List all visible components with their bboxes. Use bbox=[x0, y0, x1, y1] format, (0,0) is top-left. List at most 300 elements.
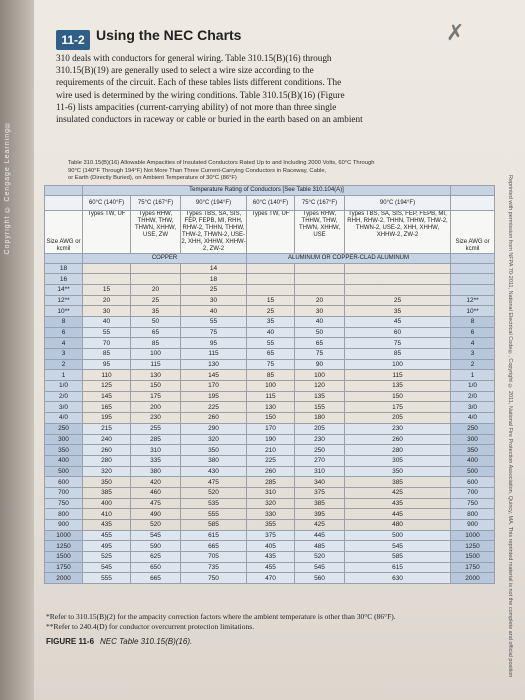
ampacity-cell: 305 bbox=[345, 455, 451, 466]
ampacity-cell: 320 bbox=[247, 498, 295, 509]
ampacity-cell: 40 bbox=[295, 316, 345, 327]
size-cell-right: 4/0 bbox=[451, 413, 495, 424]
ampacity-cell: 30 bbox=[181, 295, 247, 306]
ampacity-cell: 555 bbox=[181, 509, 247, 520]
ampacity-cell: 215 bbox=[83, 423, 131, 434]
table-row bbox=[45, 359, 495, 370]
size-cell-right: 750 bbox=[451, 498, 495, 509]
aluminum-label: ALUMINUM OR COPPER-CLAD ALUMINUM bbox=[247, 253, 451, 263]
size-cell-right: 6 bbox=[451, 327, 495, 338]
footnote: *Refer to 310.15(B)(2) for the ampacity correction factors where the ambient temperature is other than 30°C (86°F). bbox=[46, 612, 396, 621]
ampacity-cell: 545 bbox=[345, 541, 451, 552]
ampacity-cell: 385 bbox=[83, 487, 131, 498]
ampacity-cell: 95 bbox=[83, 359, 131, 370]
ampacity-cell: 100 bbox=[131, 349, 181, 360]
ampacity-cell: 225 bbox=[181, 402, 247, 413]
ampacity-cell: 100 bbox=[247, 381, 295, 392]
ampacity-cell: 520 bbox=[295, 552, 345, 563]
ampacity-cell bbox=[345, 284, 451, 295]
ampacity-cell: 155 bbox=[295, 402, 345, 413]
ampacity-cell: 250 bbox=[295, 445, 345, 456]
banner-blank-right bbox=[451, 185, 495, 195]
ampacity-cell: 260 bbox=[247, 466, 295, 477]
table-row bbox=[45, 402, 495, 413]
table-row bbox=[45, 498, 495, 509]
intro-line: 11-6) lists ampacities (current-carrying ability) of not more than three single bbox=[56, 101, 337, 112]
size-cell-left: 3 bbox=[45, 349, 83, 360]
ampacity-cell: 55 bbox=[247, 338, 295, 349]
ampacity-cell: 650 bbox=[131, 562, 181, 573]
ampacity-cell: 380 bbox=[131, 466, 181, 477]
size-cell-left: 1750 bbox=[45, 562, 83, 573]
table-row bbox=[45, 413, 495, 424]
table-row bbox=[45, 391, 495, 402]
size-cell-right: 500 bbox=[451, 466, 495, 477]
ampacity-cell: 180 bbox=[295, 413, 345, 424]
ampacity-cell: 20 bbox=[295, 295, 345, 306]
ampacity-cell: 335 bbox=[131, 455, 181, 466]
size-cell-left: 18 bbox=[45, 263, 83, 274]
ampacity-cell bbox=[295, 274, 345, 285]
ampacity-cell: 135 bbox=[345, 381, 451, 392]
ampacity-cell: 330 bbox=[247, 509, 295, 520]
size-cell-right: 12** bbox=[451, 295, 495, 306]
size-cell-right bbox=[451, 274, 495, 285]
copper-label: COPPER bbox=[83, 253, 247, 263]
side-copyright-label: Copyright © Cengage Learning® bbox=[4, 120, 11, 255]
ampacity-cell: 195 bbox=[181, 391, 247, 402]
ampacity-cell: 85 bbox=[131, 338, 181, 349]
ampacity-cell: 425 bbox=[295, 520, 345, 531]
ampacity-cell bbox=[83, 263, 131, 274]
size-cell-right: 700 bbox=[451, 487, 495, 498]
ampacity-cell bbox=[345, 263, 451, 274]
ampacity-cell: 555 bbox=[83, 573, 131, 584]
size-cell-left: 14** bbox=[45, 284, 83, 295]
footnote: **Refer to 240.4(D) for conductor overcurrent protection limitations. bbox=[46, 622, 255, 631]
temp-header: 75°C (167°F) bbox=[295, 195, 345, 210]
ampacity-cell: 615 bbox=[345, 562, 451, 573]
ampacity-cell: 195 bbox=[83, 413, 131, 424]
size-cell-left: 750 bbox=[45, 498, 83, 509]
size-cell-left: 1 bbox=[45, 370, 83, 381]
intro-line: 310.15(B)(19) are generally used to select a wire size according to the bbox=[56, 65, 314, 76]
ampacity-cell: 320 bbox=[181, 434, 247, 445]
table-row bbox=[45, 284, 495, 295]
table-row bbox=[45, 423, 495, 434]
size-cell-right: 8 bbox=[451, 316, 495, 327]
ampacity-cell: 475 bbox=[131, 498, 181, 509]
ampacity-cell: 470 bbox=[247, 573, 295, 584]
size-cell-left: 16 bbox=[45, 274, 83, 285]
size-cell-right: 10** bbox=[451, 306, 495, 317]
ampacity-cell: 280 bbox=[345, 445, 451, 456]
ampacity-cell: 290 bbox=[181, 423, 247, 434]
section-heading: Using the NEC Charts bbox=[96, 27, 242, 43]
ampacity-cell: 280 bbox=[83, 455, 131, 466]
size-cell-right: 3 bbox=[451, 349, 495, 360]
ampacity-cell: 150 bbox=[131, 381, 181, 392]
size-cell-left: 300 bbox=[45, 434, 83, 445]
ampacity-cell bbox=[131, 263, 181, 274]
ampacity-cell: 705 bbox=[181, 552, 247, 563]
ampacity-cell: 135 bbox=[295, 391, 345, 402]
size-cell-right: 1250 bbox=[451, 541, 495, 552]
conductor-types: Types RHW, THHW, THW, THWN, XHHW, USE, ZW bbox=[131, 210, 181, 253]
size-label-right: Size AWG or kcmil bbox=[451, 210, 495, 253]
figure-label: FIGURE 11-6 bbox=[46, 637, 95, 646]
ampacity-cell: 260 bbox=[345, 434, 451, 445]
section-number-tab: 11-2 bbox=[56, 30, 90, 50]
book-spine bbox=[0, 0, 34, 700]
ampacity-cell: 270 bbox=[295, 455, 345, 466]
table-row bbox=[45, 455, 495, 466]
ampacity-cell: 585 bbox=[181, 520, 247, 531]
ampacity-cell: 115 bbox=[131, 359, 181, 370]
table-row bbox=[45, 466, 495, 477]
size-cell-left: 500 bbox=[45, 466, 83, 477]
ampacity-cell: 385 bbox=[295, 498, 345, 509]
ampacity-cell: 480 bbox=[345, 520, 451, 531]
ampacity-cell: 25 bbox=[247, 306, 295, 317]
ampacity-table bbox=[44, 185, 495, 585]
ampacity-cell: 90 bbox=[295, 359, 345, 370]
ampacity-cell: 665 bbox=[181, 541, 247, 552]
conductor-types: Types RHW, THHW, THW, THWN, XHHW, USE bbox=[295, 210, 345, 253]
ampacity-cell: 55 bbox=[83, 327, 131, 338]
ampacity-cell: 85 bbox=[345, 349, 451, 360]
ampacity-cell: 350 bbox=[181, 445, 247, 456]
size-cell-left: 250 bbox=[45, 423, 83, 434]
ampacity-cell: 40 bbox=[247, 327, 295, 338]
table-row bbox=[45, 316, 495, 327]
ampacity-cell: 240 bbox=[83, 434, 131, 445]
size-cell-left: 3/0 bbox=[45, 402, 83, 413]
ampacity-cell: 535 bbox=[181, 498, 247, 509]
ampacity-cell: 445 bbox=[295, 530, 345, 541]
ampacity-cell: 735 bbox=[181, 562, 247, 573]
ampacity-cell: 355 bbox=[247, 520, 295, 531]
ampacity-cell: 485 bbox=[295, 541, 345, 552]
conductor-types: Types TBS, SA, SIS, FEP, FEPB, MI, RHH, RHW-2, THHN, THHW, THW-2, THWN-2, USE-2, XHH, XHHW, XHHW-2, ZW-2 bbox=[345, 210, 451, 253]
size-cell-left: 1/0 bbox=[45, 381, 83, 392]
ampacity-cell: 100 bbox=[295, 370, 345, 381]
table-row bbox=[45, 487, 495, 498]
ampacity-cell: 75 bbox=[247, 359, 295, 370]
ampacity-cell: 18 bbox=[181, 274, 247, 285]
ampacity-cell: 15 bbox=[83, 284, 131, 295]
ampacity-cell: 455 bbox=[247, 562, 295, 573]
ampacity-cell: 130 bbox=[247, 402, 295, 413]
ampacity-cell: 205 bbox=[345, 413, 451, 424]
temp-blank-right bbox=[451, 195, 495, 210]
ampacity-cell: 395 bbox=[295, 509, 345, 520]
ampacity-cell: 55 bbox=[181, 316, 247, 327]
table-row bbox=[45, 327, 495, 338]
table-row bbox=[45, 274, 495, 285]
temp-header: 60°C (140°F) bbox=[247, 195, 295, 210]
intro-line: requirements of the circuit. Each of these tables lists different conditions. The bbox=[56, 77, 342, 88]
ampacity-cell: 425 bbox=[345, 487, 451, 498]
intro-line: insulated conductors in raceway or cable or buried in the earth based on an ambient bbox=[56, 114, 363, 125]
size-cell-left: 12** bbox=[45, 295, 83, 306]
ampacity-cell: 210 bbox=[247, 445, 295, 456]
ampacity-cell: 60 bbox=[345, 327, 451, 338]
ampacity-cell: 435 bbox=[345, 498, 451, 509]
ampacity-cell: 145 bbox=[181, 370, 247, 381]
ampacity-cell: 525 bbox=[83, 552, 131, 563]
ampacity-cell: 95 bbox=[181, 338, 247, 349]
ampacity-cell: 615 bbox=[181, 530, 247, 541]
table-row bbox=[45, 381, 495, 392]
table-row bbox=[45, 370, 495, 381]
temperature-banner: Temperature Rating of Conductors [See Table 310.104(A)] bbox=[83, 185, 451, 195]
ampacity-cell: 475 bbox=[181, 477, 247, 488]
size-cell-left: 700 bbox=[45, 487, 83, 498]
size-cell-right bbox=[451, 263, 495, 274]
ampacity-table-block bbox=[44, 160, 494, 584]
ampacity-cell: 230 bbox=[295, 434, 345, 445]
size-cell-right: 1 bbox=[451, 370, 495, 381]
table-caption bbox=[44, 160, 494, 183]
size-cell-right: 2 bbox=[451, 359, 495, 370]
table-row bbox=[45, 306, 495, 317]
ampacity-cell: 120 bbox=[295, 381, 345, 392]
ampacity-cell: 125 bbox=[83, 381, 131, 392]
ampacity-cell: 35 bbox=[345, 306, 451, 317]
ampacity-cell: 75 bbox=[295, 349, 345, 360]
ampacity-cell: 150 bbox=[247, 413, 295, 424]
ampacity-cell: 130 bbox=[131, 370, 181, 381]
size-cell-right: 2000 bbox=[451, 573, 495, 584]
ampacity-cell bbox=[247, 284, 295, 295]
ampacity-cell: 20 bbox=[131, 284, 181, 295]
figure-caption bbox=[46, 637, 192, 646]
ampacity-cell: 625 bbox=[131, 552, 181, 563]
table-row bbox=[45, 445, 495, 456]
ampacity-cell: 375 bbox=[247, 530, 295, 541]
size-cell-right: 4 bbox=[451, 338, 495, 349]
ampacity-cell: 285 bbox=[131, 434, 181, 445]
ampacity-cell: 340 bbox=[295, 477, 345, 488]
ampacity-cell: 175 bbox=[345, 402, 451, 413]
ampacity-cell: 520 bbox=[131, 520, 181, 531]
size-cell-left: 800 bbox=[45, 509, 83, 520]
ampacity-cell: 205 bbox=[295, 423, 345, 434]
ampacity-cell: 460 bbox=[131, 487, 181, 498]
ampacity-cell: 200 bbox=[131, 402, 181, 413]
ampacity-cell: 255 bbox=[131, 423, 181, 434]
ampacity-cell: 170 bbox=[181, 381, 247, 392]
ampacity-cell: 445 bbox=[345, 509, 451, 520]
ampacity-cell: 85 bbox=[83, 349, 131, 360]
ampacity-cell: 175 bbox=[131, 391, 181, 402]
table-row bbox=[45, 349, 495, 360]
size-cell-left: 2/0 bbox=[45, 391, 83, 402]
ampacity-cell bbox=[295, 284, 345, 295]
size-cell-right bbox=[451, 284, 495, 295]
table-row bbox=[45, 295, 495, 306]
table-row bbox=[45, 530, 495, 541]
table-row bbox=[45, 541, 495, 552]
ampacity-cell: 630 bbox=[345, 573, 451, 584]
ampacity-cell: 560 bbox=[295, 573, 345, 584]
ampacity-cell: 500 bbox=[345, 530, 451, 541]
pen-checkmark: ✗ bbox=[446, 20, 465, 45]
ampacity-cell: 545 bbox=[295, 562, 345, 573]
subhead-blank-left bbox=[45, 253, 83, 263]
ampacity-cell: 75 bbox=[345, 338, 451, 349]
ampacity-cell: 35 bbox=[131, 306, 181, 317]
ampacity-cell: 65 bbox=[295, 338, 345, 349]
ampacity-cell: 85 bbox=[247, 370, 295, 381]
size-cell-left: 350 bbox=[45, 445, 83, 456]
table-row bbox=[45, 263, 495, 274]
ampacity-cell: 750 bbox=[181, 573, 247, 584]
size-cell-left: 8 bbox=[45, 316, 83, 327]
size-cell-left: 600 bbox=[45, 477, 83, 488]
temp-header: 90°C (194°F) bbox=[345, 195, 451, 210]
ampacity-cell: 165 bbox=[83, 402, 131, 413]
size-cell-left: 4 bbox=[45, 338, 83, 349]
ampacity-cell: 585 bbox=[345, 552, 451, 563]
ampacity-cell: 150 bbox=[345, 391, 451, 402]
ampacity-cell: 285 bbox=[247, 477, 295, 488]
ampacity-cell: 350 bbox=[83, 477, 131, 488]
ampacity-cell: 25 bbox=[131, 295, 181, 306]
table-footnotes bbox=[46, 612, 396, 632]
size-cell-left: 1500 bbox=[45, 552, 83, 563]
ampacity-cell: 310 bbox=[247, 487, 295, 498]
ampacity-cell: 130 bbox=[181, 359, 247, 370]
ampacity-cell: 320 bbox=[83, 466, 131, 477]
size-cell-right: 2/0 bbox=[451, 391, 495, 402]
table-row bbox=[45, 434, 495, 445]
subhead-blank-right bbox=[451, 253, 495, 263]
ampacity-cell: 50 bbox=[131, 316, 181, 327]
size-label-left: Size AWG or kcmil bbox=[45, 210, 83, 253]
intro-paragraph bbox=[56, 52, 484, 125]
ampacity-cell: 665 bbox=[131, 573, 181, 584]
ampacity-cell: 380 bbox=[181, 455, 247, 466]
ampacity-cell: 70 bbox=[83, 338, 131, 349]
ampacity-cell: 15 bbox=[247, 295, 295, 306]
ampacity-cell: 110 bbox=[83, 370, 131, 381]
ampacity-cell: 14 bbox=[181, 263, 247, 274]
ampacity-cell: 75 bbox=[181, 327, 247, 338]
size-cell-right: 800 bbox=[451, 509, 495, 520]
size-cell-left: 10** bbox=[45, 306, 83, 317]
size-cell-right: 400 bbox=[451, 455, 495, 466]
temp-header: 60°C (140°F) bbox=[83, 195, 131, 210]
ampacity-cell bbox=[247, 274, 295, 285]
ampacity-cell: 375 bbox=[295, 487, 345, 498]
size-cell-left: 2 bbox=[45, 359, 83, 370]
ampacity-cell: 45 bbox=[345, 316, 451, 327]
table-row bbox=[45, 562, 495, 573]
size-cell-left: 400 bbox=[45, 455, 83, 466]
ampacity-cell: 385 bbox=[345, 477, 451, 488]
temp-blank-left bbox=[45, 195, 83, 210]
ampacity-cell: 100 bbox=[345, 359, 451, 370]
ampacity-cell: 435 bbox=[83, 520, 131, 531]
ampacity-cell: 430 bbox=[181, 466, 247, 477]
size-cell-left: 4/0 bbox=[45, 413, 83, 424]
size-cell-right: 1/0 bbox=[451, 381, 495, 392]
size-cell-right: 350 bbox=[451, 445, 495, 456]
ampacity-cell bbox=[345, 274, 451, 285]
ampacity-cell: 260 bbox=[83, 445, 131, 456]
size-cell-left: 2000 bbox=[45, 573, 83, 584]
ampacity-cell bbox=[83, 274, 131, 285]
ampacity-cell: 260 bbox=[181, 413, 247, 424]
ampacity-cell: 20 bbox=[83, 295, 131, 306]
size-cell-right: 300 bbox=[451, 434, 495, 445]
ampacity-cell: 30 bbox=[295, 306, 345, 317]
ampacity-cell: 50 bbox=[295, 327, 345, 338]
ampacity-cell: 420 bbox=[131, 477, 181, 488]
ampacity-cell: 225 bbox=[247, 455, 295, 466]
ampacity-cell bbox=[295, 263, 345, 274]
size-cell-left: 6 bbox=[45, 327, 83, 338]
ampacity-cell: 350 bbox=[345, 466, 451, 477]
size-cell-right: 1500 bbox=[451, 552, 495, 563]
ampacity-cell bbox=[131, 274, 181, 285]
ampacity-cell: 435 bbox=[247, 552, 295, 563]
conductor-types: Types TW, UF bbox=[247, 210, 295, 253]
ampacity-cell: 400 bbox=[83, 498, 131, 509]
conductor-types: Types TBS, SA, SIS, FEP, FEPB, MI, RHH, RHW-2, THHN, THHW, THW-2, THWN-2, USE-2, XHH, XHHW, XHHW-2, ZW-2 bbox=[181, 210, 246, 252]
ampacity-cell: 230 bbox=[345, 423, 451, 434]
table-row bbox=[45, 338, 495, 349]
size-cell-right: 600 bbox=[451, 477, 495, 488]
temp-header: 75°C (167°F) bbox=[131, 195, 181, 210]
ampacity-cell: 230 bbox=[131, 413, 181, 424]
size-cell-right: 3/0 bbox=[451, 402, 495, 413]
size-cell-right: 1000 bbox=[451, 530, 495, 541]
intro-line: wire used is determined by the wiring conditions. Table 310.15(B)(16) (Figure bbox=[56, 89, 345, 100]
ampacity-cell: 310 bbox=[131, 445, 181, 456]
right-copyright-label: Reprinted with permission from NFPA 70-2011, National Electrical Code®, Copyright © 2011, National Fire Protection Association, Quincy, MA. This reprinted material is not the complete and official position bbox=[507, 175, 513, 678]
ampacity-cell: 65 bbox=[247, 349, 295, 360]
ampacity-cell: 115 bbox=[181, 349, 247, 360]
ampacity-cell: 40 bbox=[83, 316, 131, 327]
ampacity-cell: 310 bbox=[295, 466, 345, 477]
ampacity-cell: 495 bbox=[83, 541, 131, 552]
temp-header: 90°C (194°F) bbox=[181, 195, 247, 210]
ampacity-cell: 590 bbox=[131, 541, 181, 552]
ampacity-cell: 545 bbox=[131, 530, 181, 541]
ampacity-cell bbox=[247, 263, 295, 274]
table-row bbox=[45, 573, 495, 584]
table-row bbox=[45, 509, 495, 520]
caption-line: or Earth (Directly Buried), on Ambient Temperature of 30°C (86°F) bbox=[68, 175, 237, 181]
table-row bbox=[45, 520, 495, 531]
ampacity-cell: 30 bbox=[83, 306, 131, 317]
figure-title: NEC Table 310.15(B)(16). bbox=[100, 637, 193, 646]
ampacity-cell: 170 bbox=[247, 423, 295, 434]
right-copyright-strip bbox=[500, 165, 525, 678]
caption-line: Table 310.15(B)(16) Allowable Ampacities of Insulated Conductors Rated Up to and Including 2000 Volts, 60°C Through bbox=[68, 160, 375, 166]
caption-line: 90°C (140°F Through 194°F) Not More Than Three Current-Carrying Conductors in Raceway, Cable, bbox=[68, 167, 327, 174]
ampacity-cell: 25 bbox=[181, 284, 247, 295]
ampacity-cell: 145 bbox=[83, 391, 131, 402]
ampacity-cell: 25 bbox=[345, 295, 451, 306]
conductor-types: Types TW, UF bbox=[83, 210, 131, 253]
ampacity-cell: 490 bbox=[131, 509, 181, 520]
ampacity-cell: 455 bbox=[83, 530, 131, 541]
banner-blank-left bbox=[45, 185, 83, 195]
